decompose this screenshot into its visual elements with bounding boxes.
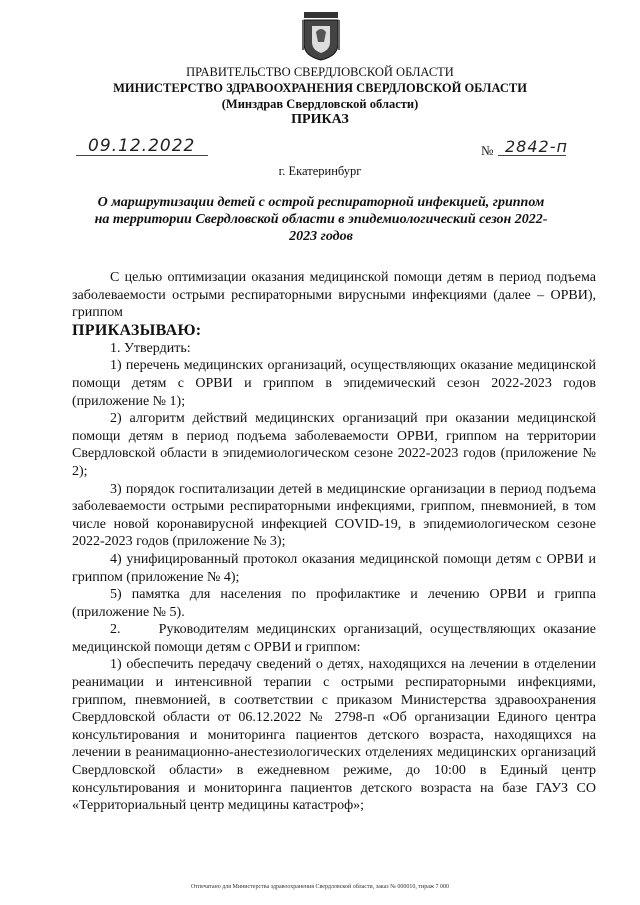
- coat-of-arms-icon: [301, 10, 341, 62]
- order-subject: О маршрутизации детей с острой респираторной инфекцией, гриппом на территории Свердловской области в эпидемиологический сезон 2022-2023 годов: [94, 195, 548, 244]
- paragraph-2-1: 1) обеспечить передачу сведений о детях, находящихся на лечении в отделении реанимации и интенсивной терапии с острыми респираторными инфекциями, гриппом, пневмонией, в соответствии с приказом Министерства здравоохранения Свердловской области от 06.12.2022 № 2798-п «Об организации Единого центра консультирования и мониторинга пациентов детского возраста, находящихся на лечении в реанимационно-анестезиологических отделениях медицинских организаций Свердловской области» в ежедневном режиме, до 10:00 в Единый центр консультирования и мониторинга пациентов детского возраста на базе ГАУЗ СО «Территориальный центр медицины катастроф»;: [72, 657, 596, 814]
- paragraph-1-5: 5) памятка для населения по профилактике и лечению ОРВИ и гриппа (приложение № 5).: [72, 587, 596, 620]
- ministry-name: МИНИСТЕРСТВО ЗДРАВООХРАНЕНИЯ СВЕРДЛОВСКОЙ ОБЛАСТИ: [113, 81, 527, 95]
- date-underline: [76, 155, 208, 156]
- paragraph-1-4: 4) унифицированный протокол оказания медицинской помощи детям с ОРВИ и гриппом (приложение № 4);: [72, 551, 596, 585]
- paragraph-2: 2. Руководителям медицинских организаций, осуществляющих оказание медицинской помощи детям с ОРВИ и гриппом:: [72, 622, 600, 655]
- paragraph-1: 1. Утвердить:: [110, 340, 191, 356]
- document-type: ПРИКАЗ: [291, 112, 349, 127]
- ministry-short-name: (Минздрав Свердловской области): [221, 97, 419, 111]
- government-name: ПРАВИТЕЛЬСТВО СВЕРДЛОВСКОЙ ОБЛАСТИ: [186, 65, 454, 79]
- order-number: 2842-п: [505, 137, 568, 156]
- city: г. Екатеринбург: [278, 164, 362, 178]
- number-label: №: [481, 143, 494, 158]
- print-footer: Отпечатано для Министерства здравоохранения Свердловской области, заказ № 000010, тираж 7 000: [190, 884, 450, 890]
- order-body: [72, 269, 600, 815]
- order-heading: ПРИКАЗЫВАЮ:: [72, 321, 202, 339]
- paragraph-1-1: 1) перечень медицинских организаций, осуществляющих оказание медицинской помощи детям с ОРВИ и гриппом в эпидемический сезон 2022-2023 годов (приложение № 1);: [72, 358, 596, 409]
- intro-paragraph: С целью оптимизации оказания медицинской помощи детям в период подъема заболеваемости острыми респираторными вирусными инфекциями (далее – ОРВИ), гриппом: [72, 270, 596, 321]
- paragraph-1-3: 3) порядок госпитализации детей в медицинские организации в период подъема заболеваемости острыми респираторными инфекциями, гриппом, пневмонией, в том числе новой коронавирусной инфекцией COVID-19, в эпидемиологическом сезоне 2022-2023 годов (приложение № 3);: [72, 481, 596, 550]
- order-date: 09.12.2022: [88, 136, 196, 156]
- paragraph-1-2: 2) алгоритм действий медицинских организаций при оказании медицинской помощи детям в период подъема заболеваемости ОРВИ, гриппом на территории Свердловской области в эпидемиологическом сезоне 2022-2023 годов (приложение № 2);: [72, 411, 596, 479]
- number-underline: [498, 155, 566, 156]
